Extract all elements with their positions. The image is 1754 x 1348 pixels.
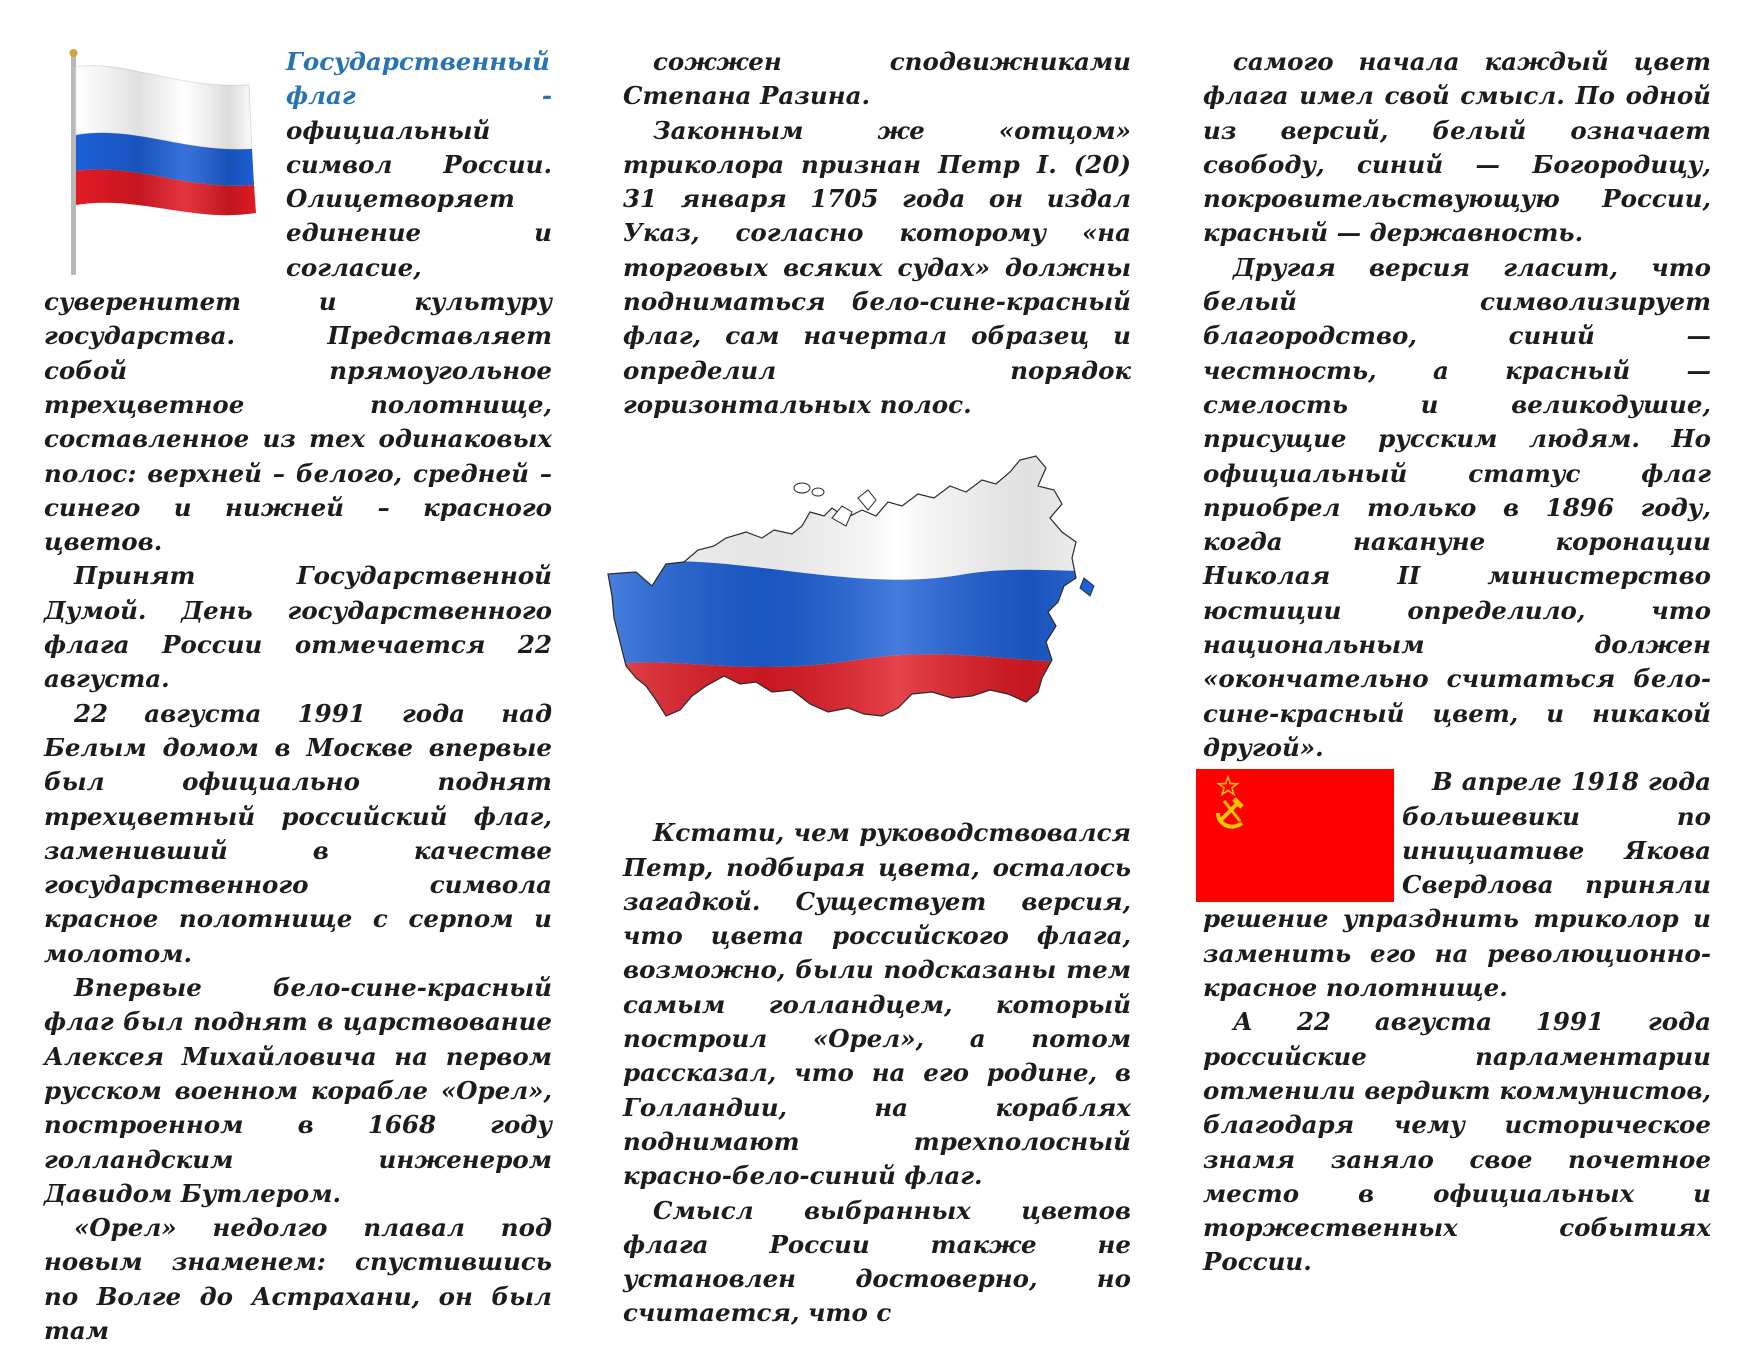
paragraph: «Орел» недолго плавал под новым знаменем: спустившись по Волге до Астрахани, он был там — [44, 1213, 552, 1345]
paragraph: 22 августа 1991 года над Белым домом в Москве впервые был официально поднят трехцветный российский флаг, заменивший в качестве государственного символа красное полотнище с серпом и молотом. — [44, 698, 552, 968]
paragraph: Смысл выбранных цветов флага России также не установлен достоверно, но считается, что с — [623, 1195, 1131, 1328]
paragraph: самого начала каждый цвет флага имел свой смысл. По одной из версий, белый означает свободу, синий — Богородицу, покровительствующую России, красный — державность. — [1203, 47, 1711, 248]
russia-map-flag-image — [606, 446, 1136, 816]
column-3 — [1203, 45, 1711, 1280]
paragraph: А 22 августа 1991 года российские парламентарии отменили вердикт коммунистов, благодаря чему историческое знамя заняло свое почетное место в официальных и торжественных событиях России. — [1203, 1007, 1711, 1277]
column-1 — [44, 45, 552, 1348]
paragraph: Законным же «отцом» триколора признан Петр I. (20) 31 января 1705 года он издал Указ, согласно которому «на торговых всяких судах» должны подниматься бело-сине-красный флаг, сам начертал образец и определил порядок горизонтальных полос. — [623, 115, 1131, 419]
paragraph — [1203, 765, 1711, 1005]
paragraph: Принят Государственной Думой. День государственного флага России отмечается 22 августа. — [44, 561, 552, 694]
ussr-flag-icon — [1196, 769, 1394, 902]
paragraph: сожжен сподвижниками Степана Разина. — [623, 47, 1131, 111]
paragraph-text: В апреле 1918 года большевики по инициативе Якова Свердлова приняли решение упразднить триколор и заменить его на революционно-красное полотнище. — [1203, 767, 1711, 1003]
russian-flag-icon — [44, 45, 280, 275]
paragraph: Кстати, чем руководствовался Петр, подбирая цвета, осталось загадкой. Существует версия, что цвета российского флага, возможно, были подсказаны тем самым голландцем, который построил «Орел», а потом рассказал, что на его родине, в Голландии, на кораблях поднимают трехполосный красно-бело-синий флаг. — [623, 818, 1131, 1191]
paragraph: Другая версия гласит, что белый символизирует благородство, синий — честность, а красный — смелость и великодушие, присущие русским людям. Но официальный статус флаг приобрел только в 1896 году, когда накануне коронации Николая II министерство юстиции определило, что национальным должен «окончательно считаться бело-сине-красный цвет, и никакой другой». — [1203, 252, 1711, 762]
intro-title: Государственный флаг - — [286, 47, 552, 111]
intro-text: официальный символ России. Олицетворяет единение и согласие, суверенитет и культуру государства. Представляет собой прямоугольное трехцветное полотнище, составленное из тех одинаковых полос: верхней – белого, средней – синего и нижней – красного цветов. — [44, 115, 552, 557]
column-2 — [623, 45, 1131, 1331]
paragraph: Впервые бело-сине-красный флаг был поднят в царствование Алексея Михайловича на первом русском военном корабле «Орел», построенном в 1668 году голландским инженером Давидом Бутлером. — [44, 973, 552, 1208]
